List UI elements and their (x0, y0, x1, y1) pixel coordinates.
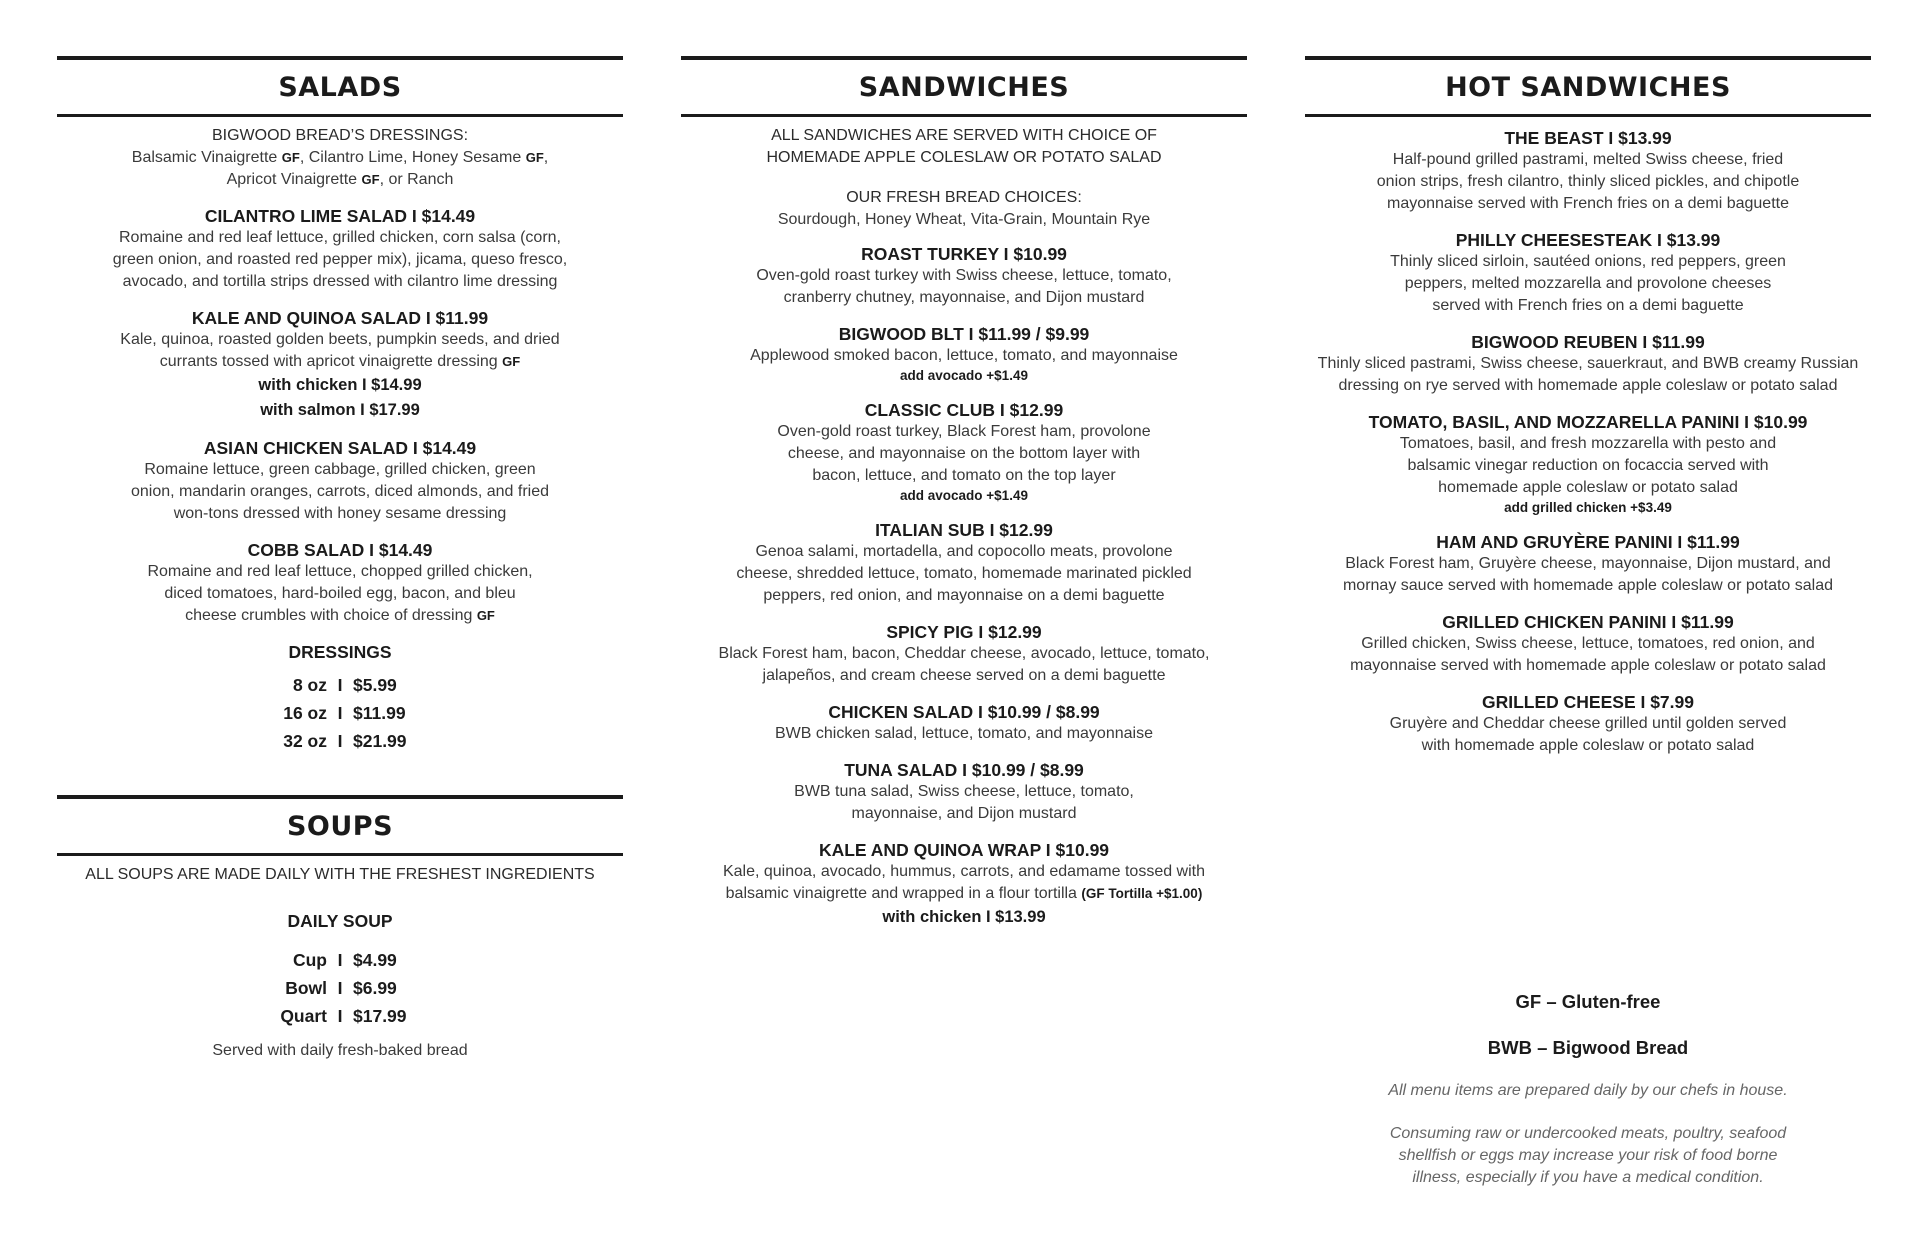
item-desc-line: Kale, quinoa, roasted golden beets, pumpkin seeds, and dried (120, 331, 560, 348)
item-desc-line: Tomatoes, basil, and fresh mozzarella with pesto and (1399, 435, 1777, 452)
menu-item-bigwood-reuben (1305, 331, 1871, 397)
item-desc-line: cheese, shredded lettuce, tomato, homemade marinated pickled (736, 565, 1192, 582)
item-title: ROAST TURKEY I $10.99 (861, 244, 1067, 264)
item-desc-line: won-tons dressed with honey sesame dressing (173, 505, 507, 522)
item-title: KALE AND QUINOA WRAP I $10.99 (818, 840, 1110, 860)
separator: I (337, 950, 343, 970)
bread-list: Sourdough, Honey Wheat, Vita-Grain, Mountain Rye (777, 211, 1151, 228)
item-option: with chicken I $13.99 (882, 908, 1046, 926)
price-row (57, 1002, 623, 1030)
item-desc-line: homemade apple coleslaw or potato salad (1438, 479, 1738, 496)
price: $11.99 (353, 703, 406, 723)
menu-item-grilled-chicken-panini (1305, 611, 1871, 677)
item-title: TUNA SALAD I $10.99 / $8.99 (844, 760, 1084, 780)
menu-item-classic-club (681, 399, 1247, 505)
hot-sandwiches-column (1305, 56, 1871, 757)
sandwiches-column (681, 56, 1247, 930)
item-addon: add avocado +$1.49 (900, 368, 1028, 383)
menu-item-cilantro-lime-salad (57, 205, 623, 293)
price: $4.99 (353, 950, 397, 970)
item-desc-line: jalapeños, and cream cheese served on a demi baguette (762, 667, 1166, 684)
gf-mark: GF (525, 150, 544, 165)
price: $6.99 (353, 978, 397, 998)
dressings-price-list (57, 641, 623, 755)
price-row (57, 727, 623, 755)
item-title: HAM AND GRUYÈRE PANINI I $11.99 (1436, 532, 1740, 552)
text: Apricot Vinaigrette (226, 171, 362, 188)
item-title: CHICKEN SALAD I $10.99 / $8.99 (828, 702, 1100, 722)
menu-item-tuna-salad (681, 759, 1247, 825)
gf-mark: GF (476, 608, 495, 623)
text: Balsamic Vinaigrette (131, 149, 282, 166)
soup-price-list (57, 946, 623, 1030)
item-desc-line: mayonnaise, and Dijon mustard (851, 805, 1077, 822)
item-title: SPICY PIG I $12.99 (886, 622, 1042, 642)
text: , Cilantro Lime, Honey Sesame (299, 149, 526, 166)
item-desc-line: Gruyère and Cheddar cheese grilled until golden served (1389, 715, 1787, 732)
bread-choices (681, 187, 1247, 231)
salads-title: SALADS (278, 71, 402, 103)
menu-item-philly-cheesesteak (1305, 229, 1871, 317)
warning-line: Consuming raw or undercooked meats, poultry, seafood (1389, 1125, 1787, 1142)
price-row (57, 671, 623, 699)
separator: I (337, 1006, 343, 1026)
separator: I (337, 675, 343, 695)
dressing-intro (57, 125, 623, 191)
menu-item-kale-quinoa-salad (57, 307, 623, 423)
soups-header (57, 795, 623, 856)
warning-line: illness, especially if you have a medical condition. (1412, 1169, 1764, 1186)
menu-legend (1305, 990, 1871, 1189)
item-desc-line: Kale, quinoa, avocado, hummus, carrots, and edamame tossed with (722, 863, 1206, 880)
text: currants tossed with apricot vinaigrette dressing (159, 353, 503, 370)
price-row (57, 699, 623, 727)
item-desc-line: onion strips, fresh cilantro, thinly sliced pickles, and chipotle (1376, 173, 1800, 190)
salads-column (57, 56, 623, 1062)
gf-mark: GF (361, 172, 380, 187)
size-label: 16 oz (283, 703, 327, 723)
price: $5.99 (353, 675, 397, 695)
item-title: THE BEAST I $13.99 (1504, 128, 1672, 148)
item-desc-line: peppers, melted mozzarella and provolone cheeses (1404, 275, 1772, 292)
item-title: GRILLED CHICKEN PANINI I $11.99 (1442, 612, 1734, 632)
item-title: BIGWOOD BLT I $11.99 / $9.99 (838, 324, 1090, 344)
item-desc-line: Thinly sliced pastrami, Swiss cheese, sauerkraut, and BWB creamy Russian (1317, 355, 1859, 372)
legend-gf: GF – Gluten-free (1515, 991, 1661, 1012)
menu-item-cobb-salad (57, 539, 623, 627)
item-desc-line: cranberry chutney, mayonnaise, and Dijon mustard (783, 289, 1145, 306)
note-line: HOMEMADE APPLE COLESLAW OR POTATO SALAD (766, 149, 1162, 166)
item-desc-line: Oven-gold roast turkey with Swiss cheese, lettuce, tomato, (756, 267, 1172, 284)
item-desc-line: avocado, and tortilla strips dressed with cilantro lime dressing (122, 273, 558, 290)
hot-sandwiches-title: HOT SANDWICHES (1445, 71, 1731, 103)
item-desc-line: mayonnaise served with French fries on a demi baguette (1387, 195, 1789, 212)
dressing-intro-line (57, 169, 623, 191)
item-desc-line: Applewood smoked bacon, lettuce, tomato, and mayonnaise (750, 347, 1178, 364)
gf-tortilla-note: (GF Tortilla +$1.00) (1081, 886, 1203, 901)
item-desc-line: served with French fries on a demi baguette (1432, 297, 1744, 314)
dressings-title: DRESSINGS (288, 642, 392, 662)
item-title: COBB SALAD I $14.49 (247, 540, 433, 560)
item-desc-line: Romaine lettuce, green cabbage, grilled chicken, green (144, 461, 536, 478)
price: $21.99 (353, 731, 407, 751)
size-label: 8 oz (292, 675, 327, 695)
text: , (543, 149, 549, 166)
item-desc-line (57, 351, 623, 373)
sandwiches-note (681, 125, 1247, 169)
item-desc-line: dressing on rye served with homemade apple coleslaw or potato salad (1338, 377, 1838, 394)
item-desc-line: green onion, and roasted red pepper mix), jicama, queso fresco, (112, 251, 568, 268)
price: $17.99 (353, 1006, 407, 1026)
item-desc-line: Thinly sliced sirloin, sautéed onions, red peppers, green (1390, 253, 1786, 270)
menu-item-kale-quinoa-wrap (681, 839, 1247, 930)
item-title: CILANTRO LIME SALAD I $14.49 (204, 206, 476, 226)
hot-sandwiches-header (1305, 56, 1871, 117)
salads-header (57, 56, 623, 117)
item-title: BIGWOOD REUBEN I $11.99 (1471, 332, 1705, 352)
item-desc-line: Oven-gold roast turkey, Black Forest ham, provolone (777, 423, 1151, 440)
item-desc-line: Half-pound grilled pastrami, melted Swiss cheese, fried (1392, 151, 1784, 168)
menu-item-bigwood-blt (681, 323, 1247, 385)
note-line: ALL SANDWICHES ARE SERVED WITH CHOICE OF (771, 127, 1157, 144)
item-title: TOMATO, BASIL, AND MOZZARELLA PANINI I $10.99 (1368, 412, 1808, 432)
item-desc-line: onion, mandarin oranges, carrots, diced almonds, and fried (130, 483, 549, 500)
item-title: KALE AND QUINOA SALAD I $11.99 (191, 308, 489, 328)
item-desc-line: Romaine and red leaf lettuce, grilled chicken, corn salsa (corn, (119, 229, 561, 246)
item-desc-line (57, 605, 623, 627)
menu-item-asian-chicken-salad (57, 437, 623, 525)
item-title: GRILLED CHEESE I $7.99 (1481, 692, 1694, 712)
daily-soup-title: DAILY SOUP (287, 911, 393, 931)
size-label: 32 oz (283, 731, 327, 751)
item-desc-line: Black Forest ham, bacon, Cheddar cheese, avocado, lettuce, tomato, (718, 645, 1210, 662)
item-desc-line: Grilled chicken, Swiss cheese, lettuce, tomatoes, red onion, and (1361, 635, 1815, 652)
item-desc-line: BWB tuna salad, Swiss cheese, lettuce, tomato, (794, 783, 1134, 800)
item-desc-line: mornay sauce served with homemade apple coleslaw or potato salad (1342, 577, 1834, 594)
item-title: ITALIAN SUB I $12.99 (875, 520, 1053, 540)
dressing-intro-heading: BIGWOOD BREAD’S DRESSINGS: (211, 127, 469, 144)
price-row (57, 946, 623, 974)
item-option: with salmon I $17.99 (260, 401, 420, 419)
gf-mark: GF (281, 150, 300, 165)
item-desc-line (681, 883, 1247, 905)
text: balsamic vinaigrette and wrapped in a flour tortilla (725, 885, 1082, 902)
sandwiches-header (681, 56, 1247, 117)
item-desc-line: Romaine and red leaf lettuce, chopped grilled chicken, (147, 563, 533, 580)
menu-item-the-beast (1305, 127, 1871, 215)
soups-note: ALL SOUPS ARE MADE DAILY WITH THE FRESHEST INGREDIENTS (85, 866, 595, 883)
item-desc-line: bacon, lettuce, and tomato on the top layer (812, 467, 1116, 484)
gf-mark: GF (502, 354, 521, 369)
item-addon: add avocado +$1.49 (900, 488, 1028, 503)
warning-line: shellfish or eggs may increase your risk of food borne (1398, 1147, 1778, 1164)
item-desc-line: balsamic vinegar reduction on focaccia served with (1407, 457, 1769, 474)
item-desc-line: Black Forest ham, Gruyère cheese, mayonnaise, Dijon mustard, and (1345, 555, 1831, 572)
menu-item-roast-turkey (681, 243, 1247, 309)
item-addon: add grilled chicken +$3.49 (1504, 500, 1672, 515)
price-row (57, 974, 623, 1002)
size-label: Cup (292, 950, 327, 970)
size-label: Quart (280, 1006, 327, 1026)
legend-bwb: BWB – Bigwood Bread (1487, 1037, 1689, 1058)
soups-title: SOUPS (286, 810, 394, 842)
item-desc-line: BWB chicken salad, lettuce, tomato, and mayonnaise (775, 725, 1153, 742)
item-desc-line: mayonnaise served with homemade apple coleslaw or potato salad (1350, 657, 1826, 674)
menu-item-spicy-pig (681, 621, 1247, 687)
item-title: CLASSIC CLUB I $12.99 (864, 400, 1064, 420)
bread-heading: OUR FRESH BREAD CHOICES: (846, 189, 1082, 206)
item-desc-line: cheese, and mayonnaise on the bottom layer with (787, 445, 1141, 462)
menu-item-ham-gruyere-panini (1305, 531, 1871, 597)
separator: I (337, 978, 343, 998)
prepared-note: All menu items are prepared daily by our chefs in house. (1388, 1082, 1788, 1099)
food-safety-warning (1305, 1123, 1871, 1189)
text: cheese crumbles with choice of dressing (185, 607, 477, 624)
menu-item-chicken-salad (681, 701, 1247, 745)
item-option: with chicken I $14.99 (258, 376, 422, 394)
menu-item-tomato-basil-mozzarella-panini (1305, 411, 1871, 517)
item-title: ASIAN CHICKEN SALAD I $14.49 (203, 438, 477, 458)
size-label: Bowl (285, 978, 327, 998)
menu-item-italian-sub (681, 519, 1247, 607)
separator: I (337, 731, 343, 751)
dressing-intro-line (57, 147, 623, 169)
item-title: PHILLY CHEESESTEAK I $13.99 (1455, 230, 1721, 250)
soup-served-note: Served with daily fresh-baked bread (212, 1042, 468, 1059)
item-desc-line: peppers, red onion, and mayonnaise on a demi baguette (763, 587, 1165, 604)
sandwiches-title: SANDWICHES (858, 71, 1070, 103)
text: , or Ranch (379, 171, 454, 188)
menu-item-grilled-cheese (1305, 691, 1871, 757)
separator: I (337, 703, 343, 723)
item-desc-line: diced tomatoes, hard-boiled egg, bacon, and bleu (164, 585, 516, 602)
item-desc-line: with homemade apple coleslaw or potato salad (1421, 737, 1755, 754)
item-desc-line: Genoa salami, mortadella, and copocollo meats, provolone (755, 543, 1173, 560)
